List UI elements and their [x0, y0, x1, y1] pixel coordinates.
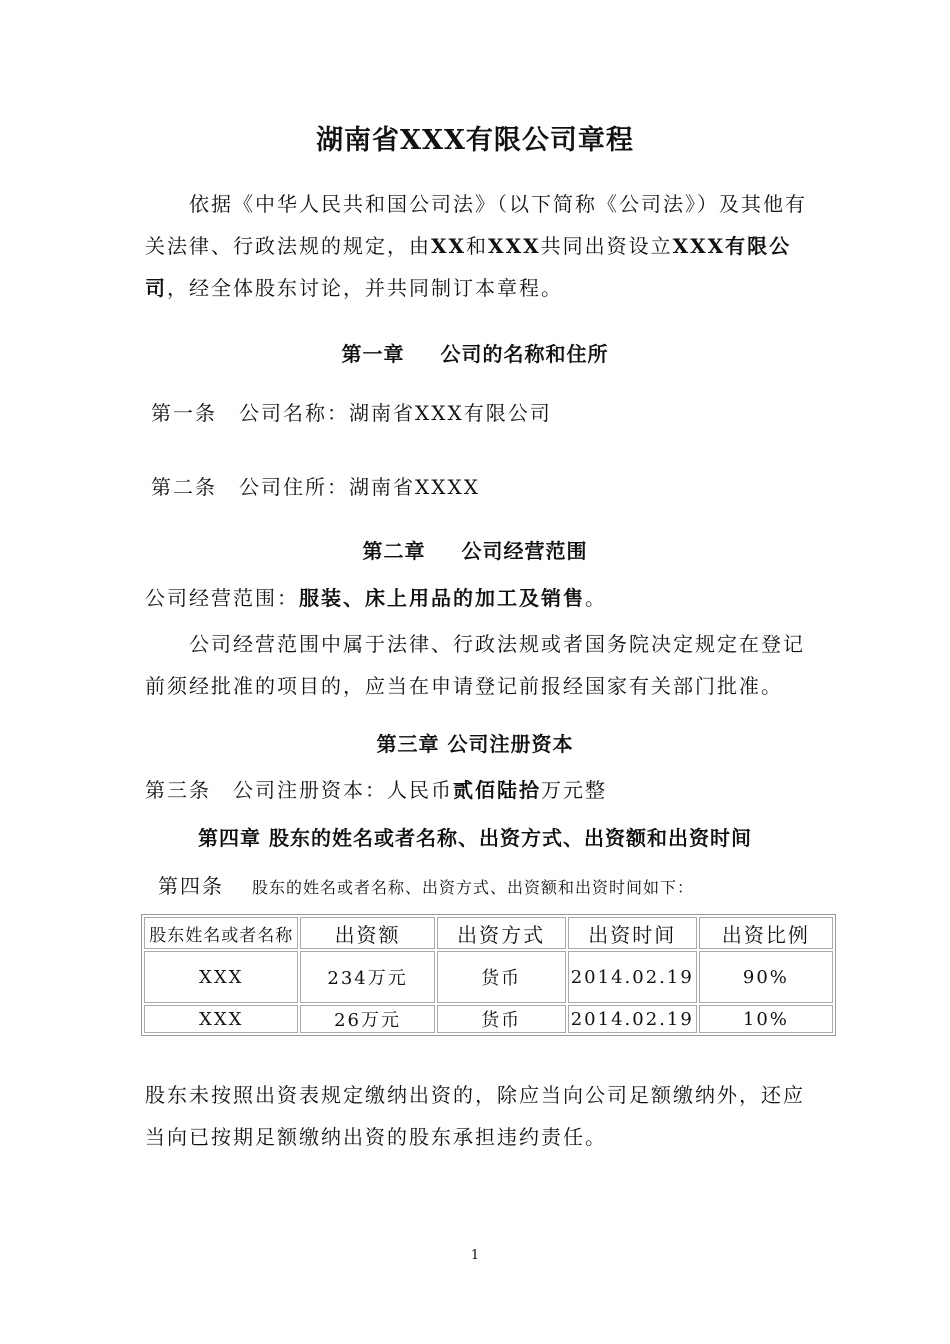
article-4-number: 第四条: [158, 874, 224, 898]
chapter-1-heading: [0, 338, 950, 367]
table-header-cell: 股东姓名或者名称: [144, 917, 298, 949]
chapter-4-title: 股东的姓名或者名称、出资方式、出资额和出资时间: [268, 826, 752, 850]
chapter-1-number: 第一章: [341, 342, 405, 366]
scope-label: 公司经营范围：: [145, 586, 299, 610]
chapter-2-number: 第二章: [362, 539, 426, 563]
table-header-cell: 出资比例: [699, 917, 833, 949]
article-1-text: 公司名称：湖南省XXX有限公司: [239, 401, 552, 425]
founder-1: XX: [431, 234, 467, 258]
article-3-label: 公司注册资本：人民币: [233, 778, 453, 802]
document-title: 湖南省XXX有限公司章程: [316, 125, 634, 156]
table-cell: XXX: [144, 951, 298, 1003]
chapter-1-title: 公司的名称和住所: [440, 342, 609, 366]
table-row: [144, 1005, 833, 1033]
business-scope: [145, 582, 607, 611]
article-2-text: 公司住所：湖南省XXXX: [239, 475, 480, 499]
table-header-cell: 出资时间: [568, 917, 697, 949]
shareholder-table: [141, 914, 836, 1036]
article-1: [151, 397, 552, 426]
article-1-number: 第一条: [151, 401, 217, 425]
table-cell: 90%: [699, 951, 833, 1003]
preamble-paragraph: [145, 183, 810, 309]
table-header-cell: 出资额: [300, 917, 434, 949]
chapter-2-title: 公司经营范围: [461, 539, 588, 563]
article-3-number: 第三条: [145, 778, 211, 802]
penalty-paragraph: 股东未按照出资表规定缴纳出资的，除应当向公司足额缴纳外，还应当向已按期足额缴纳出资的股东承担违约责任。: [145, 1083, 805, 1149]
table-cell: 10%: [699, 1005, 833, 1033]
table-header-cell: 出资方式: [437, 917, 566, 949]
preamble-text-4: ，经全体股东讨论，并共同制订本章程。: [167, 276, 563, 300]
table-cell: XXX: [144, 1005, 298, 1033]
article-3-unit: 万元整: [541, 778, 607, 802]
preamble-text-1: 依据《中华人民共和国公司法》（以下简称《公司法》）及其他有关法律、行政法规的规定，由: [145, 192, 807, 258]
table-cell: 货币: [437, 1005, 566, 1033]
article-2: [151, 471, 480, 500]
table-cell: 234万元: [300, 951, 434, 1003]
table-cell: 2014.02.19: [568, 951, 697, 1003]
preamble-text-3: 共同出资设立: [540, 234, 673, 258]
chapter-3-heading: [0, 728, 950, 757]
company-name-bold: XXX有限公司: [145, 234, 792, 300]
table-header-row: [144, 917, 833, 949]
article-2-number: 第二条: [151, 475, 217, 499]
registered-capital-amount: 贰佰陆拾: [453, 778, 541, 802]
preamble-text-2: 和: [466, 234, 489, 258]
chapter-3-number: 第三章: [376, 732, 440, 756]
article-4-text: 股东的姓名或者名称、出资方式、出资额和出资时间如下：: [252, 878, 695, 897]
page-number: 1: [470, 1248, 480, 1263]
founder-2: XXX: [488, 234, 541, 258]
chapter-4-number: 第四章: [198, 826, 262, 850]
chapter-3-title: 公司注册资本: [447, 732, 574, 756]
chapter-2-heading: [0, 535, 950, 564]
scope-note-paragraph: 公司经营范围中属于法律、行政法规或者国务院决定规定在登记前须经批准的项目的，应当在申请登记前报经国家有关部门批准。: [145, 632, 805, 698]
table-row: [144, 951, 833, 1003]
article-4: [158, 870, 694, 899]
table-cell: 26万元: [300, 1005, 434, 1033]
table-cell: 2014.02.19: [568, 1005, 697, 1033]
table-cell: 货币: [437, 951, 566, 1003]
scope-value: 服装、床上用品的加工及销售: [299, 586, 585, 610]
article-3: [145, 774, 607, 803]
chapter-4-heading: [0, 822, 950, 851]
scope-end: 。: [585, 586, 607, 610]
